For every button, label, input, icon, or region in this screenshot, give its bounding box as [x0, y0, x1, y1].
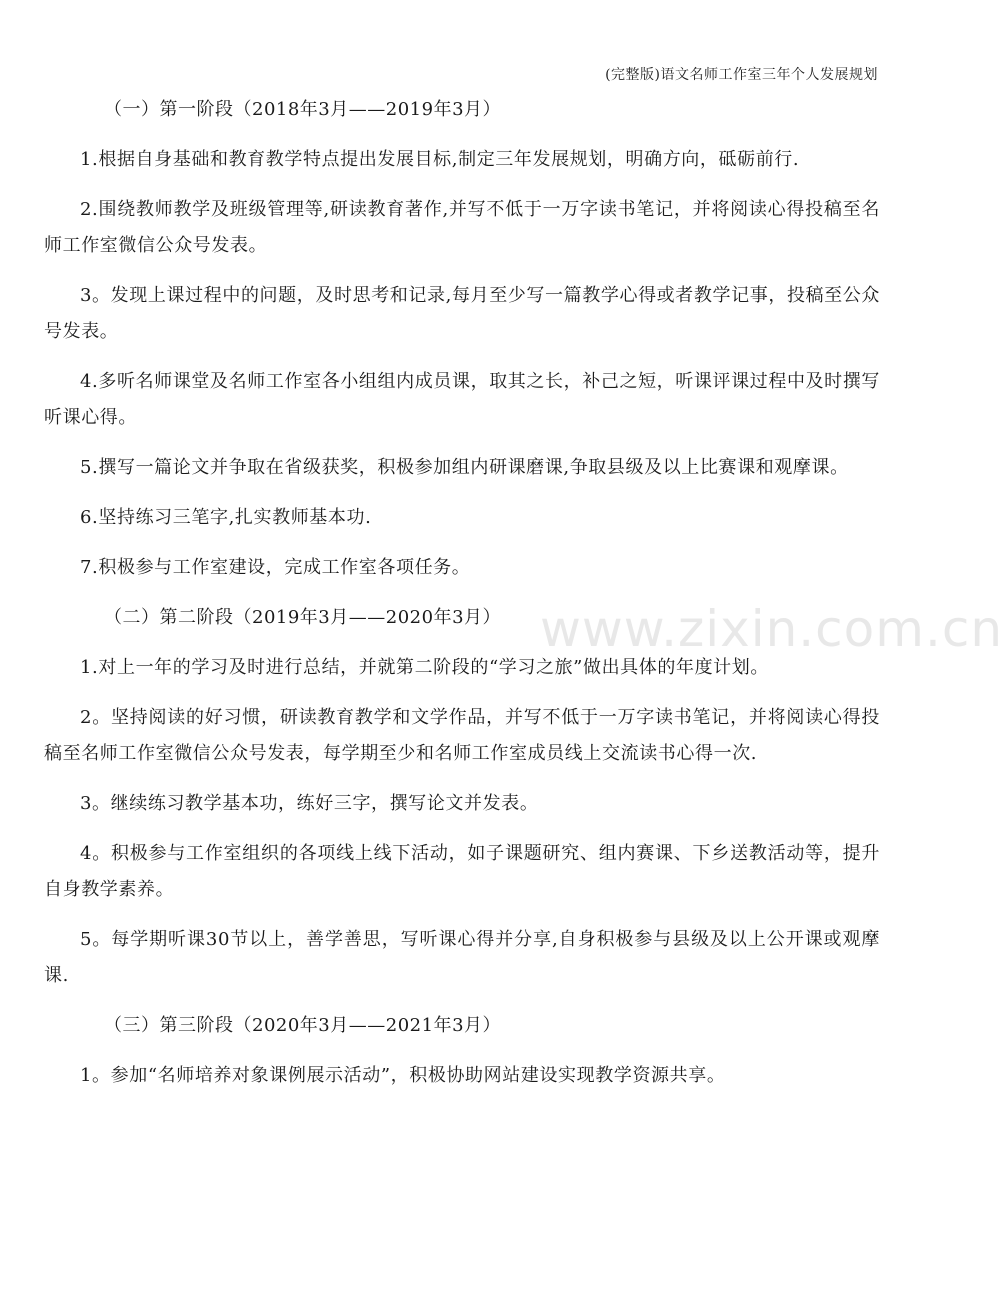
stage-2-item-2: 2。坚持阅读的好习惯，研读教育教学和文学作品，并写不低于一万字读书笔记，并将阅读心得投稿至名师工作室微信公众号发表，每学期至少和名师工作室成员线上交流读书心得一次. — [44, 707, 880, 764]
stage-1-item-7: 7.积极参与工作室建设，完成工作室各项任务。 — [80, 557, 471, 578]
stage-2-item-3: 3。继续练习教学基本功，练好三字，撰写论文并发表。 — [80, 793, 539, 814]
stage-1-item-2: 2.围绕教师教学及班级管理等,研读教育著作,并写不低于一万字读书笔记，并将阅读心得投稿至名师工作室微信公众号发表。 — [44, 199, 880, 256]
stage-1-item-5: 5.撰写一篇论文并争取在省级获奖，积极参加组内研课磨课,争取县级及以上比赛课和观摩课。 — [80, 457, 849, 478]
stage-1-item-6: 6.坚持练习三笔字,扎实教师基本功. — [80, 507, 372, 528]
stage-3-heading: （三）第三阶段（2020年3月——2021年3月） — [104, 1015, 502, 1036]
watermark: www.zixin.com.cn — [540, 600, 1003, 658]
document-body — [44, 92, 880, 1108]
stage-1-item-4: 4.多听名师课堂及名师工作室各小组组内成员课，取其之长，补己之短，听课评课过程中及时撰写听课心得。 — [44, 371, 880, 428]
stage-2-item-4: 4。积极参与工作室组织的各项线上线下活动，如子课题研究、组内赛课、下乡送教活动等，提升自身教学素养。 — [44, 843, 880, 900]
stage-1-item-1: 1.根据自身基础和教育教学特点提出发展目标,制定三年发展规划，明确方向，砥砺前行. — [80, 149, 800, 170]
stage-2-heading: （二）第二阶段（2019年3月——2020年3月） — [104, 607, 502, 628]
stage-1-heading: （一）第一阶段（2018年3月——2019年3月） — [104, 99, 502, 120]
stage-3-item-1: 1。参加“名师培养对象课例展示活动”，积极协助网站建设实现教学资源共享。 — [80, 1065, 726, 1086]
stage-2-item-1: 1.对上一年的学习及时进行总结，并就第二阶段的“学习之旅”做出具体的年度计划。 — [80, 657, 769, 678]
document-header-title: (完整版)语文名师工作室三年个人发展规划 — [605, 67, 878, 83]
stage-1-item-3: 3。发现上课过程中的问题，及时思考和记录,每月至少写一篇教学心得或者教学记事，投稿至公众号发表。 — [44, 285, 880, 342]
stage-2-item-5: 5。每学期听课30节以上，善学善思，写听课心得并分享,自身积极参与县级及以上公开课或观摩课. — [44, 929, 880, 986]
